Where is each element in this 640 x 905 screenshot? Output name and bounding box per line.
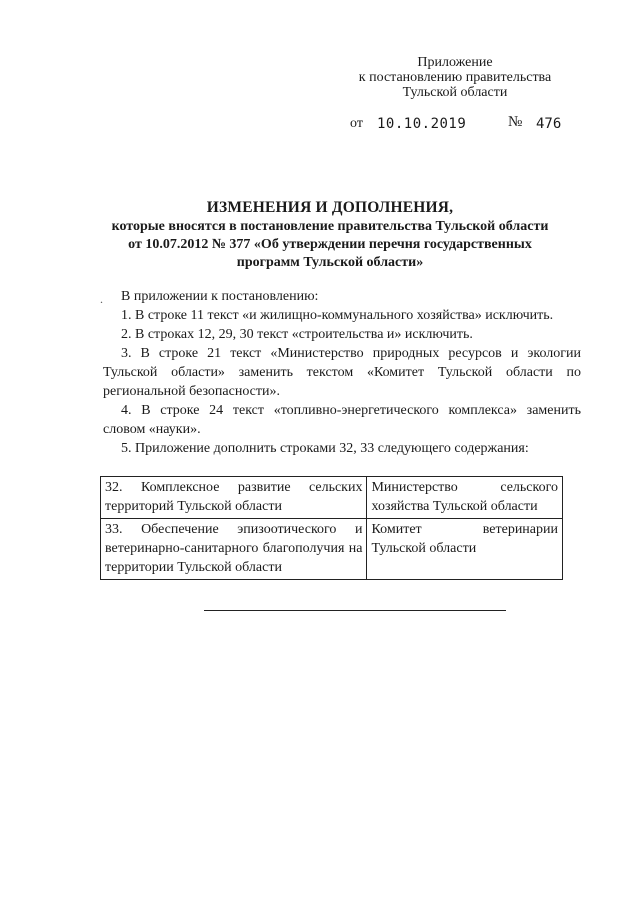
paragraph-intro: В приложении к постановлению:: [121, 289, 319, 304]
annex-header: [330, 55, 580, 100]
executor-cell: Комитет ветеринарии Тульской области: [367, 519, 563, 580]
additions-table: [100, 476, 563, 580]
annex-line-3: Тульской области: [402, 85, 508, 100]
document-number: 476: [536, 116, 562, 132]
title-line-2: которые вносятся в постановление правительства Тульской области: [111, 219, 549, 234]
document-date: 10.10.2019: [377, 116, 467, 132]
paragraph-item-1: 1. В строке 11 текст «и жилищно-коммунального хозяйства» исключить.: [121, 308, 554, 323]
date-number-row: [0, 114, 640, 134]
program-cell: 33. Обеспечение эпизоотического и ветеринарно-санитарного благополучия на территории Тульской области: [101, 519, 367, 580]
table-row: [101, 477, 563, 519]
title-line-4: программ Тульской области»: [236, 255, 424, 270]
title-main: ИЗМЕНЕНИЯ И ДОПОЛНЕНИЯ,: [206, 199, 454, 216]
program-cell: 32. Комплексное развитие сельских территорий Тульской области: [101, 477, 367, 519]
document-body: [103, 287, 581, 458]
annex-line-1: Приложение: [417, 55, 493, 70]
annex-line-2: к постановлению правительства: [358, 70, 552, 85]
paragraph-item-4: 4. В строке 24 текст «топливно-энергетического комплекса» заменить словом «науки».: [103, 403, 581, 437]
from-label: от: [350, 116, 363, 131]
document-title: [95, 198, 565, 272]
paragraph-item-3: 3. В строке 21 текст «Министерство природных ресурсов и экологии Тульской области» заменить текстом «Комитет Тульской области по региональной безопасности».: [103, 346, 581, 399]
paragraph-item-5: 5. Приложение дополнить строками 32, 33 следующего содержания:: [121, 441, 529, 456]
margin-mark: .: [100, 292, 103, 306]
executor-cell: Министерство сельского хозяйства Тульской области: [367, 477, 563, 519]
title-line-3: от 10.07.2012 № 377 «Об утверждении перечня государственных: [128, 237, 532, 252]
table-row: [101, 519, 563, 580]
closing-rule: [204, 610, 506, 611]
paragraph-item-2: 2. В строках 12, 29, 30 текст «строительства и» исключить.: [121, 327, 473, 342]
number-label: №: [508, 114, 523, 130]
